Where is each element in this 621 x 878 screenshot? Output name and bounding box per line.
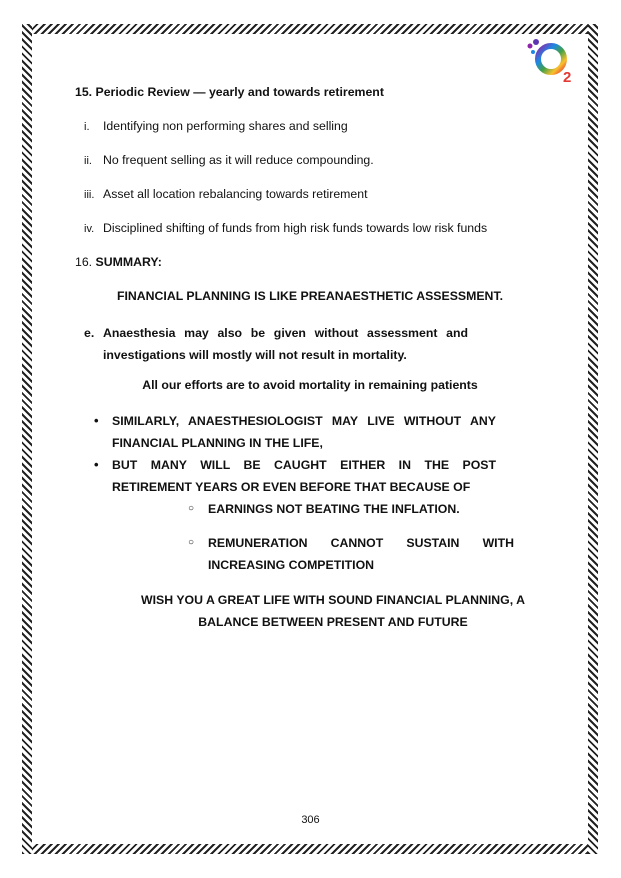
svg-text:2: 2 [563,69,572,86]
e-list-text: Anaesthesia may also be given without assessment and investigations will mostly will not result in mortality. [103,326,468,362]
list-item-text: No frequent selling as it will reduce compounding. [103,153,374,167]
list-item-text: Disciplined shifting of funds from high risk funds towards low risk funds [103,221,488,235]
sub-bullet-text: REMUNERATION CANNOT SUSTAIN WITH INCREASING COMPETITION [208,536,514,572]
list-item [84,186,368,204]
list-item-text: Identifying non performing shares and selling [103,119,348,133]
list-item [84,118,348,136]
section-16-number: 16. [75,255,93,269]
section-15-heading: 15. Periodic Review — yearly and towards retirement [75,85,384,99]
summary-statement: FINANCIAL PLANNING IS LIKE PREANAESTHETIC ASSESSMENT. [116,289,504,303]
page-border-top [22,24,598,34]
bullet-text: SIMILARLY, ANAESTHESIOLOGIST MAY LIVE WITHOUT ANY FINANCIAL PLANNING IN THE LIFE, [112,414,496,450]
o2-logo-icon [522,38,580,86]
circle-bullet-icon: ○ [188,503,195,514]
circle-bullet-icon: ○ [188,537,195,548]
list-item-text: Asset all location rebalancing towards retirement [103,187,368,201]
e-list-marker: e. [84,326,95,340]
list-item [84,152,374,170]
bullet-icon: • [94,457,99,472]
sub-bullet-item [188,498,514,520]
bullet-icon: • [94,413,99,428]
bullet-item [94,410,496,454]
summary-title: SUMMARY: [95,255,162,269]
list-item-number: iv. [84,223,95,235]
page-border-bottom [22,844,598,854]
e-list-item [84,322,468,366]
page-number: 306 [301,814,320,826]
list-item-number: iii. [84,189,95,201]
sub-bullet-text: EARNINGS NOT BEATING THE INFLATION. [208,502,460,516]
page-border-left [22,24,32,854]
bullet-item [94,454,496,498]
efforts-statement: All our efforts are to avoid mortality in remaining patients [142,378,478,392]
page-border-right [588,24,598,854]
closing-wish: WISH YOU A GREAT LIFE WITH SOUND FINANCIAL PLANNING, A BALANCE BETWEEN PRESENT AND FUTURE [141,593,525,629]
list-item-number: ii. [84,155,92,167]
list-item-number: i. [84,121,90,133]
sub-bullet-item [188,532,514,576]
section-16-heading [75,254,162,271]
bullet-text: BUT MANY WILL BE CAUGHT EITHER IN THE POST RETIREMENT YEARS OR EVEN BEFORE THAT BECAUSE OF [112,458,496,494]
list-item [84,220,487,238]
